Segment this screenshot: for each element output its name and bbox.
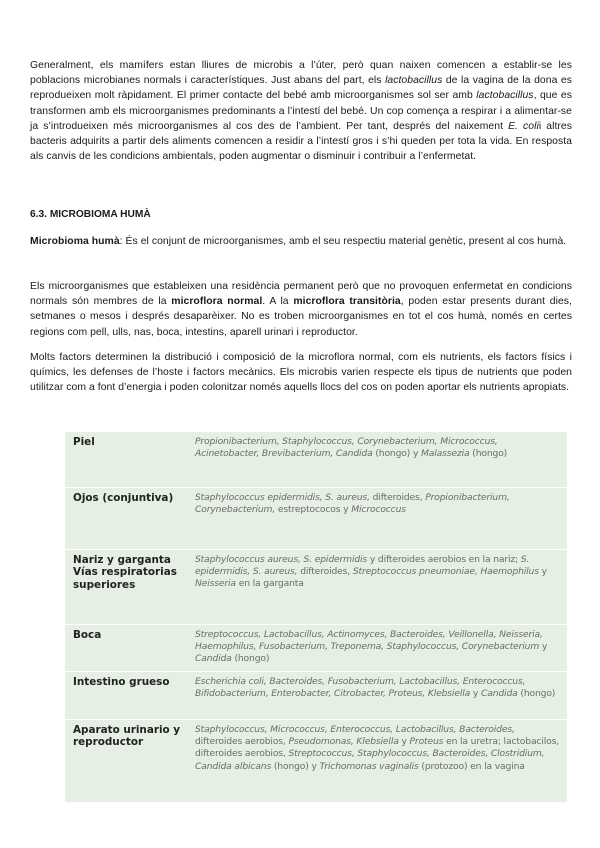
text-run: de la vagina de la dona es reprodueixen molt ràpidament. El primer contacte del bebé amb microorganismes sol ser amb bbox=[30, 75, 573, 102]
definition-paragraph bbox=[30, 234, 572, 249]
row-label: Piel bbox=[73, 436, 95, 448]
row-organisms: Staphylococcus, Micrococcus, Enterococcus, Lactobacillus, Bacteroides, difteroides aerobios, Pseudomonas, Klebsiella y Proteus en la uretra; lactobacilos, difteroides aerobios, Streptococcus, Staphylococcus, Bacteroides, Clostridium, Candida albicans (hongo) y Trichomonas vaginalis (protozoo) en la vagina bbox=[195, 723, 560, 772]
table-row bbox=[65, 549, 567, 624]
italic-term: lactobacillus bbox=[476, 90, 534, 102]
table-row bbox=[65, 487, 567, 549]
text-run: Els microorganismes que estableixen una residència permanent però que no provoquen enfermetat en condicions normals són membres de la bbox=[30, 281, 572, 308]
row-organisms: Escherichia coli, Bacteroides, Fusobacterium, Lactobacillus, Enterococcus, Bifidobacterium, Enterobacter, Citrobacter, Proteus, Klebsiella y Candida (hongo) bbox=[195, 675, 556, 699]
microbiota-table bbox=[65, 432, 567, 802]
table-row bbox=[65, 671, 567, 719]
row-label: Intestino grueso bbox=[73, 675, 170, 688]
bold-term: microflora normal bbox=[171, 296, 263, 308]
row-label: Aparato urinario y reproductor bbox=[73, 723, 181, 749]
row-organisms: Staphylococcus epidermidis, S. aureus, difteroides, Propionibacterium, Corynebacterium, estreptococos y Micrococcus bbox=[195, 491, 510, 515]
table-row bbox=[65, 432, 567, 487]
factors-paragraph: Molts factors determinen la distribució i composició de la microflora normal, com els nutrients, els factors físics i químics, les defenses de l’hoste i factors mecànics. Els microbis varien respecte els tipus de nutrients que poden utilitzar com a font d’energia i poden colonitzar només aquells llocs del cos on poden aportar els nutrients apropiats. bbox=[30, 352, 572, 394]
row-organisms: Propionibacterium, Staphylococcus, Corynebacterium, Micrococcus, Acinetobacter, Brevibacterium, Candida (hongo) y Malassezia (hongo) bbox=[195, 436, 508, 460]
text-run: i altres bacteris adquirits a partir dels aliments comencen a residir a l’intestí gros i s’hi queden per tota la vida. En resposta als canvis de les condicions ambientals, poden augmentar o disminuir i contribuir a l’enfermetat. bbox=[30, 120, 572, 163]
row-organisms: Streptococcus, Lactobacillus, Actinomyces, Bacteroides, Veillonella, Neisseria, Haemophilus, Fusobacterium, Treponema, Staphylococcus, Corynebacterium y Candida (hongo) bbox=[195, 628, 548, 665]
bold-term: Microbioma humà bbox=[30, 236, 120, 247]
row-organisms: Staphylococcus aureus, S. epidermidis y difteroides aerobios en la nariz; S. epidermidis, S. aureus, difteroides, Streptococcus pneumoniae, Haemophilus y Neisseria en la garganta bbox=[195, 553, 547, 590]
italic-term: E. coli bbox=[508, 120, 539, 132]
table-row bbox=[65, 719, 567, 802]
section-heading: 6.3. MICROBIOMA HUMÀ bbox=[30, 209, 151, 220]
italic-term: lactobacillus bbox=[385, 75, 443, 87]
table-row bbox=[65, 624, 567, 671]
row-label: Nariz y garganta Vías respiratorias superiores bbox=[73, 553, 177, 591]
intro-paragraph bbox=[30, 58, 572, 164]
bold-term: microflora transitòria bbox=[293, 296, 401, 308]
text-run: Generalment, els mamífers estan lliures de microbis a l’úter, però quan naixen comencen a establir-se les poblacions microbianes normals i característiques. Just abans del part, els bbox=[30, 60, 572, 87]
microflora-paragraph bbox=[30, 279, 572, 340]
text-run: : És el conjunt de microorganismes, amb el seu respectiu material genètic, present al cos humà. bbox=[119, 236, 567, 247]
text-run: . A la bbox=[262, 296, 294, 308]
row-label: Ojos (conjuntiva) bbox=[73, 491, 174, 504]
text-run: , que es transformen amb els microorganismes predominants a l’intestí del bebé. Un cop comença a respirar i a alimentar-se ja s’introdueixen més microorganismes al cos des de l’ambient. Per tant, després del naixement bbox=[30, 90, 572, 132]
row-label: Boca bbox=[73, 628, 102, 641]
text-run: , poden estar presents durant dies, setmanes o mesos i després desaparèixer. No es troben microorganismes en tot el cos humà, només en certes regions com pell, ulls, nas, boca, intestins, aparell urinari i reproductor. bbox=[30, 296, 572, 338]
